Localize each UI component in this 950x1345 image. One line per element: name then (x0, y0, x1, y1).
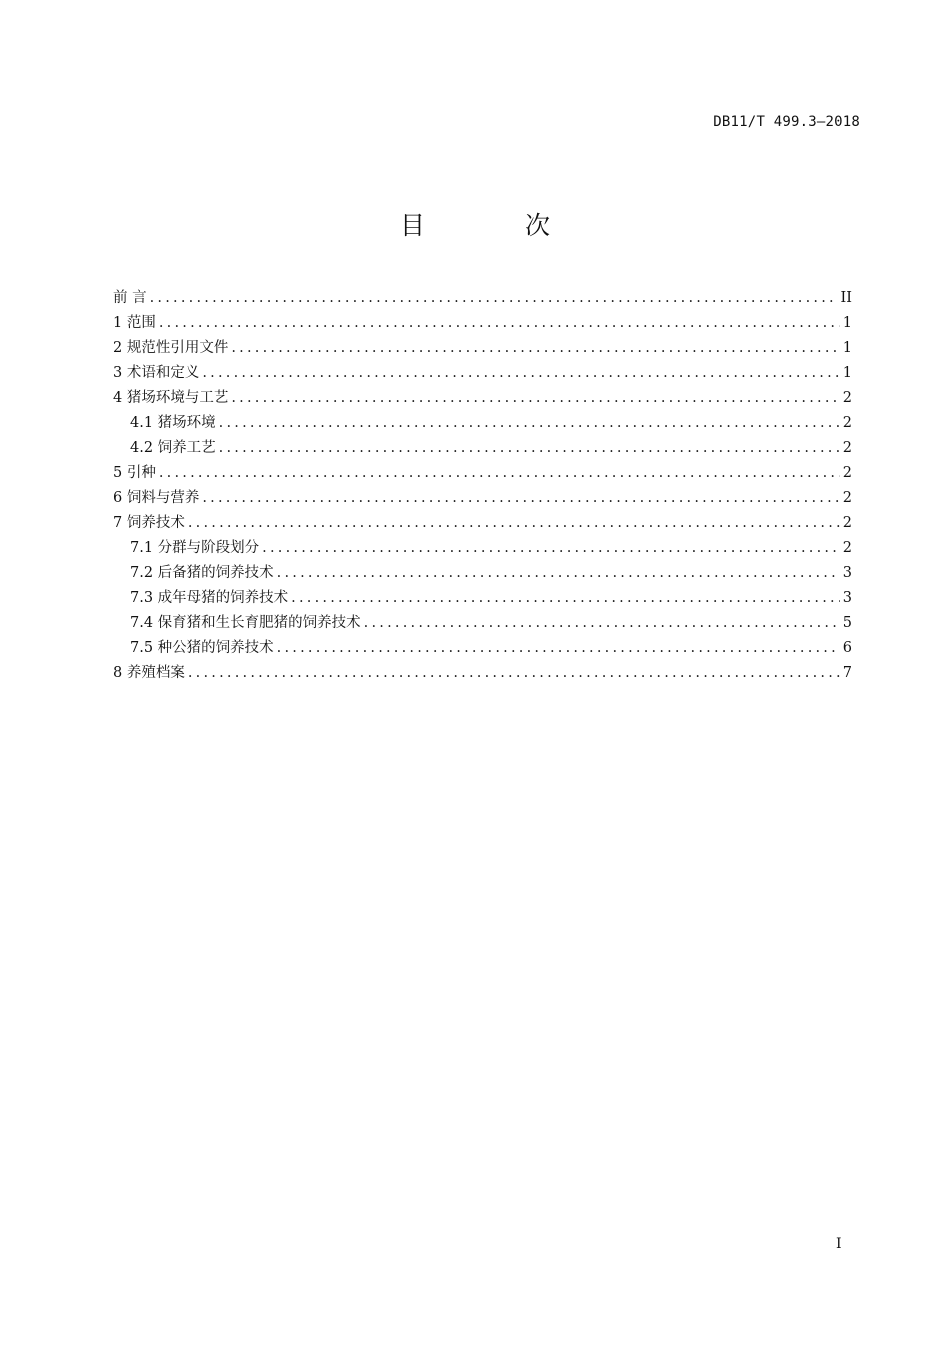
toc-entry-label: 4.1 猪场环境 (130, 415, 216, 431)
toc-entry-label: 3 术语和定义 (113, 365, 200, 381)
toc-entry-page: 7 (842, 665, 852, 681)
toc-entry[interactable] (113, 461, 852, 486)
toc-entry-page: II (840, 290, 852, 306)
toc-entry-label: 前 言 (113, 290, 147, 306)
toc-entry-page: 2 (842, 540, 852, 556)
toc-entry-label: 4.2 饲养工艺 (130, 440, 216, 456)
toc-leader-dots (202, 490, 839, 506)
toc-entry-page: 1 (842, 315, 852, 331)
toc-entry[interactable] (113, 436, 852, 461)
document-code: DB11/T 499.3—2018 (713, 114, 860, 130)
toc-entry-page: 2 (842, 390, 852, 406)
toc-entry-page: 2 (842, 465, 852, 481)
toc-entry-label: 7.1 分群与阶段划分 (130, 540, 260, 556)
toc-entry-label: 1 范围 (113, 315, 156, 331)
toc-entry-page: 5 (842, 615, 852, 631)
toc-leader-dots (277, 640, 840, 656)
toc-leader-dots (159, 465, 840, 481)
toc-leader-dots (219, 440, 840, 456)
toc-leader-dots (188, 665, 840, 681)
toc-entry-label: 6 饲料与营养 (113, 490, 200, 506)
toc-leader-dots (291, 590, 840, 606)
toc-entry[interactable] (113, 411, 852, 436)
toc-entry[interactable] (113, 286, 852, 311)
toc-leader-dots (159, 315, 840, 331)
toc-entry-label: 7.5 种公猪的饲养技术 (130, 640, 274, 656)
toc-entry[interactable] (113, 361, 852, 386)
toc-entry[interactable] (113, 611, 852, 636)
toc-entry-page: 1 (842, 365, 852, 381)
toc-entry[interactable] (113, 561, 852, 586)
toc-entry[interactable] (113, 386, 852, 411)
toc-leader-dots (277, 565, 840, 581)
toc-entry-page: 3 (842, 590, 852, 606)
toc-leader-dots (231, 340, 839, 356)
toc-title: 目 次 (400, 211, 596, 240)
toc-entry[interactable] (113, 661, 852, 686)
toc-entry[interactable] (113, 536, 852, 561)
toc-entry-page: 2 (842, 440, 852, 456)
toc-entry-page: 1 (842, 340, 852, 356)
table-of-contents (113, 286, 852, 686)
toc-entry[interactable] (113, 486, 852, 511)
toc-leader-dots (262, 540, 840, 556)
toc-entry[interactable] (113, 311, 852, 336)
toc-entry[interactable] (113, 336, 852, 361)
toc-entry-label: 7.4 保育猪和生长育肥猪的饲养技术 (130, 615, 361, 631)
toc-entry-label: 4 猪场环境与工艺 (113, 390, 229, 406)
toc-leader-dots (364, 615, 840, 631)
toc-leader-dots (219, 415, 840, 431)
toc-entry-label: 2 规范性引用文件 (113, 340, 229, 356)
toc-entry-page: 2 (842, 515, 852, 531)
toc-entry[interactable] (113, 511, 852, 536)
toc-entry-label: 5 引种 (113, 465, 156, 481)
toc-entry-label: 7.3 成年母猪的饲养技术 (130, 590, 289, 606)
toc-entry-page: 3 (842, 565, 852, 581)
toc-entry-page: 2 (842, 415, 852, 431)
toc-entry-label: 8 养殖档案 (113, 665, 185, 681)
page-number: I (836, 1236, 842, 1252)
toc-entry-label: 7.2 后备猪的饲养技术 (130, 565, 274, 581)
toc-leader-dots (150, 290, 838, 306)
toc-leader-dots (188, 515, 840, 531)
toc-leader-dots (202, 365, 839, 381)
toc-entry-label: 7 饲养技术 (113, 515, 185, 531)
toc-entry-page: 2 (842, 490, 852, 506)
toc-entry[interactable] (113, 586, 852, 611)
toc-entry[interactable] (113, 636, 852, 661)
toc-leader-dots (231, 390, 839, 406)
toc-entry-page: 6 (842, 640, 852, 656)
